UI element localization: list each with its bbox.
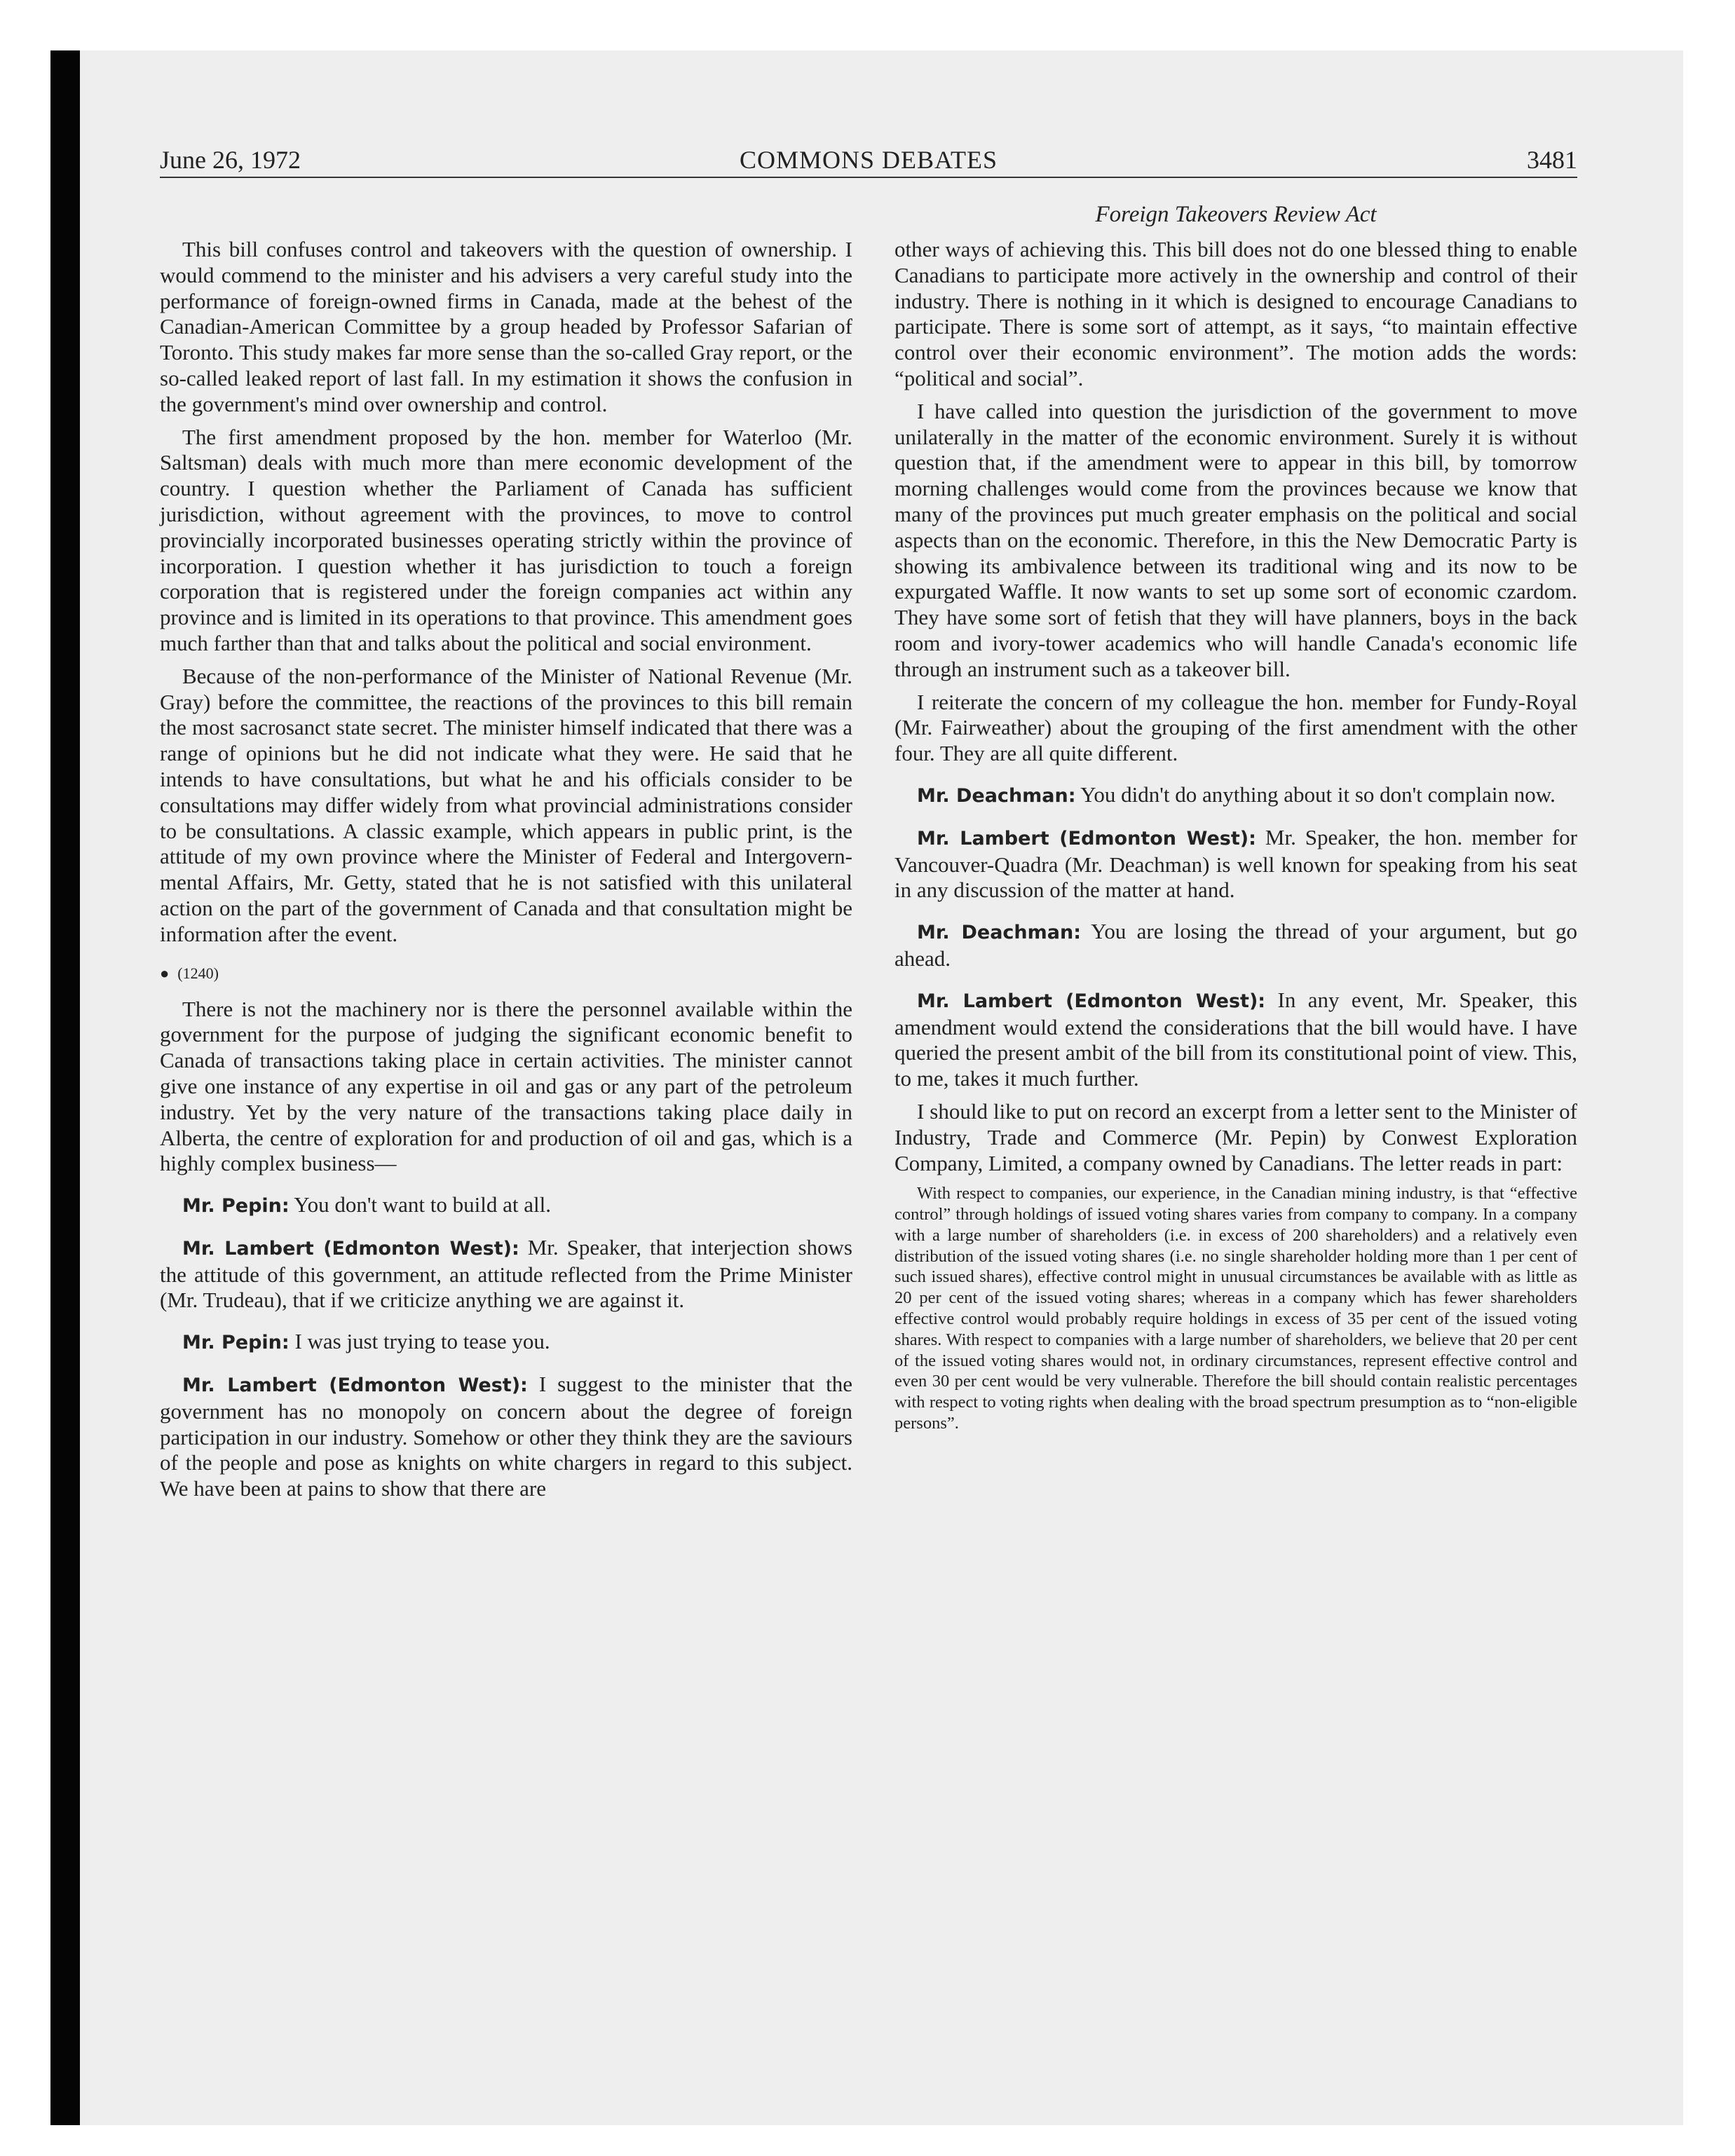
right-speech-4 — [894, 988, 1577, 1092]
left-paragraph-1: This bill confuses control and takeovers with the question of ownership. I would commend to the minister and his advisers a very careful study into the performance of foreign-owned firms in Canada, made at the behest of the Canadian-American Committee by a group headed by Professor Safarian of Toronto. This study makes far more sense than the so-called Gray report, or the so-called leaked report of last fall. In my estimation it shows the confusion in the government's mind over ownership and control. — [160, 237, 852, 416]
speech-text: You don't want to build at all. — [289, 1192, 551, 1217]
speaker-name: Mr. Lambert (Edmonton West): — [917, 827, 1256, 850]
speech-text: I suggest to the minister that the government has no monopoly on concern about the degree of foreign participation in our industry. Somehow or other they think they are the saviours of the people and pose as knights on white chargers in regard to this subject. We have been at pains to show that there are — [160, 1372, 853, 1501]
left-speech-1 — [160, 1192, 852, 1220]
page-header — [160, 143, 1577, 177]
speaker-name: Mr. Lambert (Edmonton West): — [182, 1374, 528, 1397]
left-paragraph-3: Because of the non-performance of the Minister of National Revenue (Mr. Gray) before the committee, the reactions of the provinces to this bill remain the most sacrosanct state secret. The minister himself indicated that there was a range of opinions but he did not indicate what they were. He said that he intends to have consultations, but what he and his officials consider to be consultations may differ widely from what provincial administrations consider to be consultations. A classic example, which appears in public print, is the attitude of my own province where the Minister of Federal and Intergovernmental Affairs, Mr. Getty, stated that he is not satisfied with this unilateral action on the part of the government of Canada and that consultation might be information after the event. — [160, 663, 852, 946]
header-page-number: 3481 — [1527, 146, 1577, 174]
timestamp-marker — [160, 963, 852, 984]
speaker-name: Mr. Deachman: — [917, 922, 1082, 944]
right-paragraph-3: I reiterate the concern of my colleague the hon. member for Fundy-Royal (Mr. Fairweather) about the grouping of the first amendment with the other four. They are all quite different. — [894, 689, 1577, 766]
speech-text: In any event, Mr. Speaker, this amendment would extend the considerations that the bill would have. I have queried the present ambit of the bill from its constitutional point of view. This, to me, takes it much further. — [894, 987, 1577, 1091]
right-speech-3 — [894, 919, 1577, 972]
scan-edge-bar — [50, 50, 80, 2125]
speaker-name: Mr. Deachman: — [917, 784, 1076, 807]
timestamp-text: (1240) — [177, 964, 219, 982]
speech-text: I was just trying to tease you. — [289, 1329, 550, 1354]
speaker-name: Mr. Lambert (Edmonton West): — [917, 990, 1266, 1012]
speaker-name: Mr. Lambert (Edmonton West): — [182, 1237, 519, 1260]
speaker-name: Mr. Pepin: — [182, 1332, 290, 1354]
left-speech-3 — [160, 1329, 852, 1356]
header-date: June 26, 1972 — [160, 146, 301, 174]
left-paragraph-4: There is not the machinery nor is there the personnel available within the government for the purpose of judging the significant economic benefit to Canada of transactions taking place in certain activities. The minister cannot give one instance of any expertise in oil and gas or any part of the petroleum industry. Yet by the very nature of the transactions taking place daily in Alberta, the centre of exploration for and production of oil and gas, which is a highly complex business— — [160, 996, 852, 1176]
letter-quote: With respect to companies, our experience, in the Canadian mining industry, is that “effective control” through holdings of issued voting shares varies from company to company. In a company with a large number of shareholders (i.e. in excess of 200 shareholders) and a relatively even distribution of the issued voting shares (i.e. no single shareholder holding more than 1 per cent of such issued shares), effective control might in unusual circumstances be available with as little as 20 per cent of the issued voting shares; whereas in a company which has fewer shareholders effective control would probably require holdings in excess of 35 per cent of the issued voting shares. With respect to companies with a large number of shareholders, we believe that 20 per cent of the issued voting shares would not, in ordinary circumstances, represent effective control and even 30 per cent would be very vulnerable. Therefore the bill should contain realistic percentages with respect to voting rights when dealing with the broad spectrum presumption as to “non-eligible persons”. — [894, 1184, 1577, 1433]
speech-text: You are losing the thread of your argument, but go ahead. — [894, 919, 1577, 971]
right-column — [894, 237, 1577, 1441]
right-speech-2 — [894, 825, 1577, 903]
header-title: COMMONS DEBATES — [739, 146, 998, 174]
speech-text: Mr. Speaker, the hon. member for Vancouver-Quadra (Mr. Deachman) is well known for speaking from his seat in any discussion of the matter at hand. — [894, 824, 1577, 903]
right-paragraph-1: other ways of achieving this. This bill does not do one blessed thing to enable Canadians to participate more actively in the ownership and control of their industry. There is nothing in it which is designed to encourage Canadians to participate. There is some sort of attempt, as it says, “to maintain effective control over their economic environment”. The motion adds the words: “political and social”. — [894, 237, 1577, 390]
right-paragraph-4: I should like to put on record an excerpt from a letter sent to the Minister of Industry, Trade and Commerce (Mr. Pepin) by Conwest Exploration Company, Limited, a company owned by Canadians. The letter reads in part: — [894, 1098, 1577, 1175]
left-speech-4 — [160, 1372, 852, 1502]
speech-text: You didn't do anything about it so don't complain now. — [1075, 782, 1556, 807]
left-column — [160, 237, 852, 1509]
left-speech-2 — [160, 1235, 852, 1314]
header-rule — [160, 177, 1577, 178]
speech-text: Mr. Speaker, that interjection shows the attitude of this government, an attitude reflected from the Prime Minister (Mr. Trudeau), that if we criticize anything we are against it. — [160, 1234, 852, 1313]
running-head: Foreign Takeovers Review Act — [1095, 202, 1377, 227]
left-paragraph-2: The first amendment proposed by the hon. member for Waterloo (Mr. Saltsman) deals with much more than mere economic development of the country. I question whether the Parliament of Canada has sufficient jurisdiction, without agreement with the provinces, to move to control provincially incorporated businesses operating strictly within the province of incorporation. I question whether it has jurisdiction to touch a foreign corporation that is registered under the foreign companies act within any province and is limited in its operations to that province. This amendment goes much farther than that and talks about the political and social environment. — [160, 424, 852, 655]
right-paragraph-2: I have called into question the jurisdiction of the government to move unilaterally in the matter of the economic environment. Surely it is without question that, if the amendment were to appear in this bill, by tomorrow morning challenges would come from the provinces because we know that many of the provinces put much greater emphasis on the political and social aspects than on the economic. Therefore, in this the New Democratic Party is showing its ambivalence between its traditional wing and its now to be expurgated Waffle. It now wants to set up some sort of economic czardom. They have some sort of fetish that they will have planners, boys in the back room and ivory-tower academics who will handle Canada's economic life through an instrument such as a takeover bill. — [894, 398, 1577, 681]
bullet-icon: ● — [160, 964, 170, 982]
speaker-name: Mr. Pepin: — [182, 1195, 290, 1217]
right-speech-1 — [894, 782, 1577, 810]
